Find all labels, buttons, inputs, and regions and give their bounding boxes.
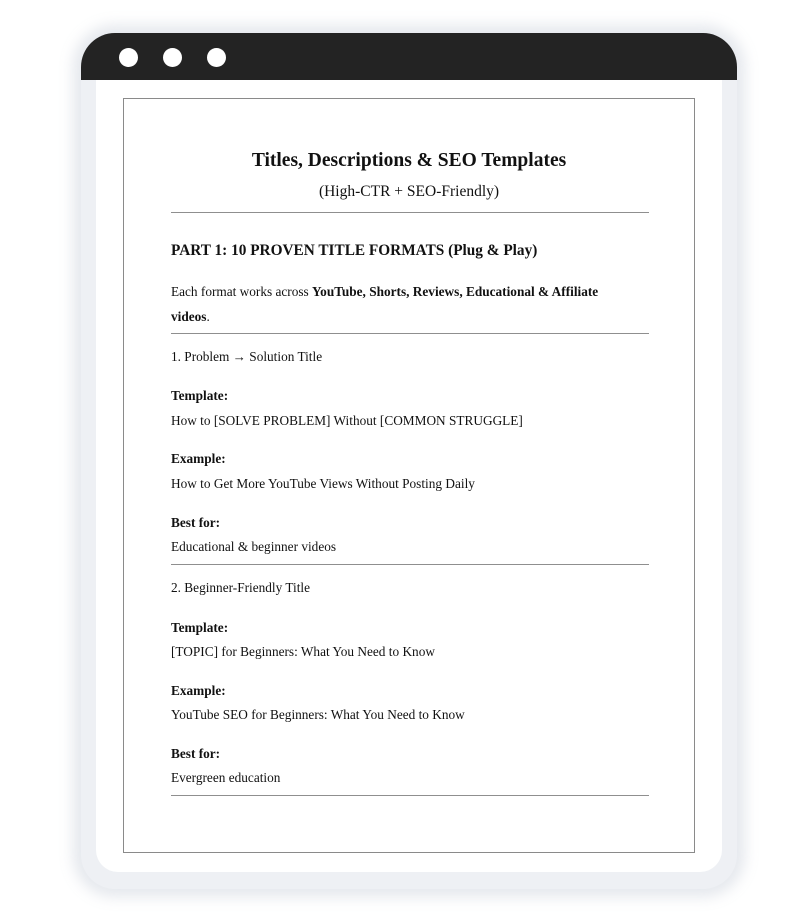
window-dot[interactable] [163, 48, 182, 67]
best-for-text: Evergreen education [171, 770, 281, 785]
intro-line-2 [171, 309, 210, 325]
best-for-text: Educational & beginner videos [171, 539, 337, 554]
template-label: Template: [171, 620, 229, 635]
template-text: How to [SOLVE PROBLEM] Without [COMMON STRUGGLE] [171, 413, 523, 428]
template-text: [TOPIC] for Beginners: What You Need to Know [171, 644, 435, 659]
document-title: Titles, Descriptions & SEO Templates [251, 150, 567, 171]
example-text: YouTube SEO for Beginners: What You Need to Know [171, 707, 465, 722]
template-label: Template: [171, 388, 229, 403]
window-dot[interactable] [207, 48, 226, 67]
window-dot[interactable] [119, 48, 138, 67]
divider [171, 333, 649, 334]
divider [171, 795, 649, 796]
format-heading: 2. Beginner-Friendly Title [171, 580, 310, 595]
format-heading: 1. Problem → Solution Title [171, 349, 323, 364]
intro-bold: YouTube, Shorts, Reviews, Educational & Affiliate [312, 284, 599, 299]
intro-bold-cont: videos [171, 309, 207, 324]
example-label: Example: [171, 451, 226, 466]
intro-tail: . [206, 309, 210, 324]
intro-lead: Each format works across [171, 284, 313, 299]
divider [171, 564, 649, 565]
divider [171, 212, 649, 213]
intro-line-1 [171, 284, 598, 300]
document-subtitle: (High-CTR + SEO-Friendly) [318, 183, 500, 200]
best-for-label: Best for: [171, 515, 221, 530]
part-heading: PART 1: 10 PROVEN TITLE FORMATS (Plug & Play) [171, 242, 538, 259]
example-text: How to Get More YouTube Views Without Posting Daily [171, 476, 475, 491]
best-for-label: Best for: [171, 746, 221, 761]
example-label: Example: [171, 683, 226, 698]
